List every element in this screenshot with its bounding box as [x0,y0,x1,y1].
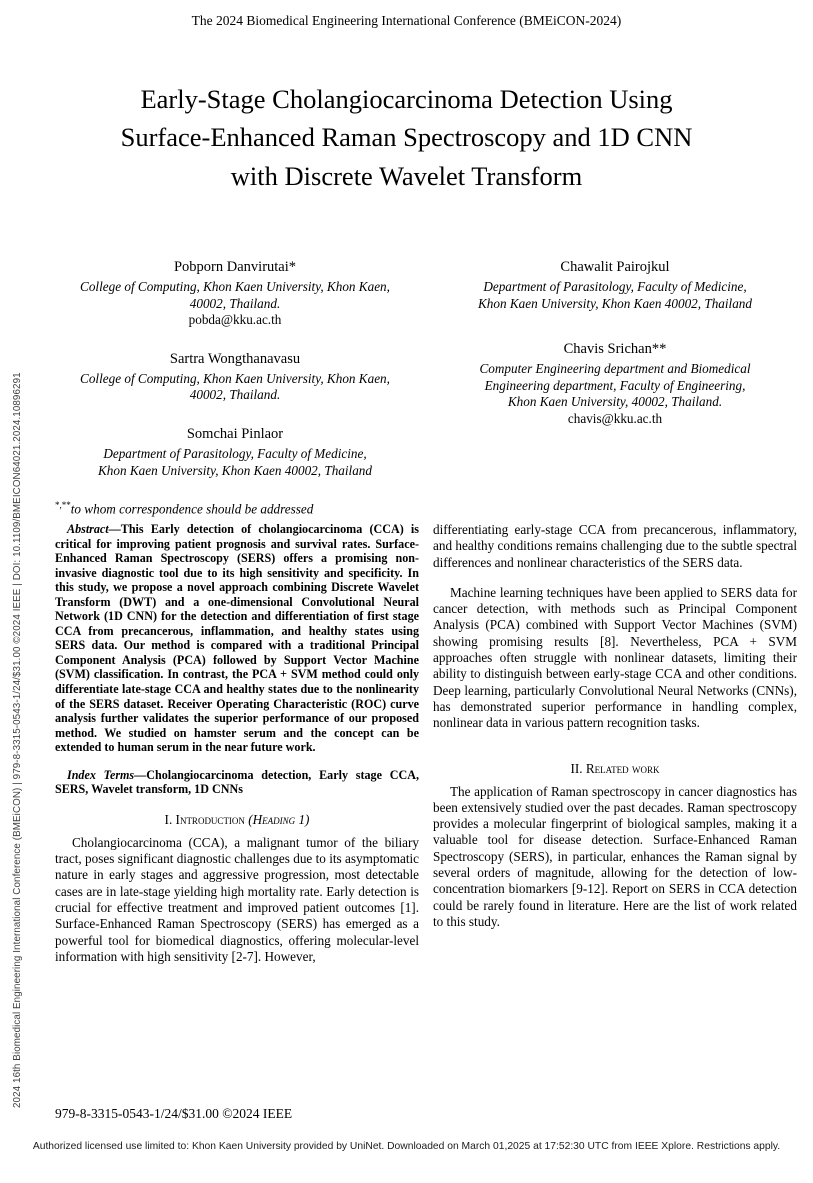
machine-learning-paragraph: Machine learning techniques have been applied to SERS data for cancer detection, with methods such as Principal Component Analysis (PCA) combined with Support Vector Machines (SVM) showing promising results [8]. Nevertheless, PCA + SVM approaches often struggle with nonlinear datasets, limiting their ability to distinguish between early-stage CCA and other conditions. Deep learning, particularly Convolutional Neural Networks (CNNs), has demonstrated superior performance in handling complex, nonlinear data in various pattern recognition tasks. [433,584,797,731]
section-heading-introduction [55,812,419,828]
author-name: Sartra Wongthanavasu [169,350,301,367]
author-affiliation: College of Computing, Khon Kaen University, Khon Kaen, [80,279,390,294]
correspondence-text: to whom correspondence should be addressed [70,501,314,517]
author-email: pobda@kku.ac.th [188,312,282,328]
license-notice: Authorized licensed use limited to: Khon Kaen University provided by UniNet. Downloaded on March 01,2025 at 17:52:30 UTC from IEEE Xplore. Restrictions apply. [32,1141,781,1152]
author-name: Chawalit Pairojkul [560,259,670,275]
author-affiliation: Department of Parasitology, Faculty of Medicine, [103,445,367,461]
correspondence-note [55,500,415,517]
author-affiliation: 40002, Thailand. [189,295,281,311]
author-block-somchai [55,425,415,479]
author-name: Somchai Pinlaor [186,425,284,442]
author-affiliation: Khon Kaen University, Khon Kaen 40002, Thailand [477,295,752,311]
author-block-chavis [435,340,795,427]
introduction-continuation-paragraph: differentiating early-stage CCA from precancerous, inflammatory, and healthy conditions remains challenging due to the subtle spectral differences and nonlinear characteristics of the SERS data. [433,522,797,570]
related-work-paragraph: The application of Raman spectroscopy in cancer diagnostics has been extensively studied over the past decades. Raman spectroscopy provides a molecular fingerprint of biological samples, making it a valuable tool for disease detection. Surface-Enhanced Raman Spectroscopy (SERS), in particular, enhances the Raman signal by several orders of magnitude, allowing for the detection of low-concentration biomarkers [9-12]. Report on SERS in CCA detection could be rarely found in literature. Here are the list of work related to this study. [433,783,797,929]
author-name: Pobporn Danvirutai* [173,259,297,275]
author-affiliation: Department of Parasitology, Faculty of Medicine, [483,279,747,294]
abstract-label: Abstract [67,522,109,536]
authors-left-column [55,258,415,518]
paper-title [0,80,813,196]
author-affiliation: 40002, Thailand. [189,387,281,403]
author-block-pobporn [55,258,415,329]
author-affiliation: Khon Kaen University, 40002, Thailand. [507,394,723,410]
author-block-chawalit [435,258,795,312]
paper-title-line-2: Surface-Enhanced Raman Spectroscopy and 1D CNN [120,122,693,153]
section-heading-suffix: (Heading 1) [248,811,310,827]
authors-grid [55,258,795,518]
paper-title-line-3: with Discrete Wavelet Transform [230,160,583,191]
author-affiliation: Khon Kaen University, Khon Kaen 40002, Thailand [97,462,372,478]
introduction-paragraph: Cholangiocarcinoma (CCA), a malignant tumor of the biliary tract, poses significant diagnostic challenges due to its asymptomatic nature in early stages and aggressive progression, most detectable cases are in late-stage yielding high mortality rate. Early detection is crucial for effective treatment and improved patient outcomes [1]. Surface-Enhanced Raman Spectroscopy (SERS) has emerged as a powerful tool for biomedical diagnostics, offering molecular-level information with high sensitivity [2-7]. However, [55,834,419,964]
index-terms-text: —Cholangiocarcinoma detection, Early stage CCA, SERS, Wavelet transform, 1D CNNs [55,767,419,797]
conference-header: The 2024 Biomedical Engineering International Conference (BMEiCON-2024) [191,13,622,28]
author-affiliation: Engineering department, Faculty of Engineering, [484,377,746,393]
authors-right-column [435,258,795,518]
paper-title-line-1: Early-Stage Cholangiocarcinoma Detection Using [140,83,673,114]
body-right-column [433,522,797,930]
body-left-column [55,522,419,965]
section-title: Introduction [175,811,249,827]
author-affiliation: College of Computing, Khon Kaen University, Khon Kaen, [80,370,390,386]
section-title: Related work [585,760,660,776]
section-number: II. [570,760,583,776]
section-heading-related-work [433,761,797,777]
section-number: I. [164,811,173,827]
author-name: Chavis Srichan** [563,341,667,358]
index-terms-paragraph [55,768,419,797]
footer-copyright: 979-8-3315-0543-1/24/$31.00 ©2024 IEEE [55,1106,293,1121]
ieee-side-stamp: 2024 16th Biomedical Engineering International Conference (BMEiCON) | 979-8-3315-0543-1/24/$31.00 ©2024 IEEE | DOI: 10.1109/BMEICON64021.2024.10896291 [12,372,23,1108]
author-email: chavis@kku.ac.th [567,410,663,426]
correspondence-marks: *,** [55,500,71,511]
abstract-text: —This Early detection of cholangiocarcinoma (CCA) is critical for improving patient prognosis and survival rates. Surface-Enhanced Raman Spectroscopy (SERS) offers a promising non-invasive diagnostic tool due to its high sensitivity and specificity. In this study, we propose a novel approach combining Discrete Wavelet Transform (DWT) and a one-dimensional Convolutional Neural Network (1D CNN) for the detection and differentiation of first stage CCA from precancerous, inflammation, and healthy states using SERS data. Our method is compared with a traditional Principal Component Analysis (PCA) followed by Support Vector Machine (SVM) classification. In contrast, the PCA + SVM method could only differentiate late-stage CCA and healthy states due to the nonlinearity of the SERS dataset. Receiver Operating Characteristic (ROC) curve analysis further validates the superior performance of our proposed method. We studied on hamster serum and the concept can be extended to human serum in the near future work. [55,522,419,755]
author-block-sartra [55,350,415,404]
author-affiliation: Computer Engineering department and Biomedical [479,361,751,377]
index-terms-label: Index Terms [67,767,135,782]
abstract-paragraph [55,522,419,755]
